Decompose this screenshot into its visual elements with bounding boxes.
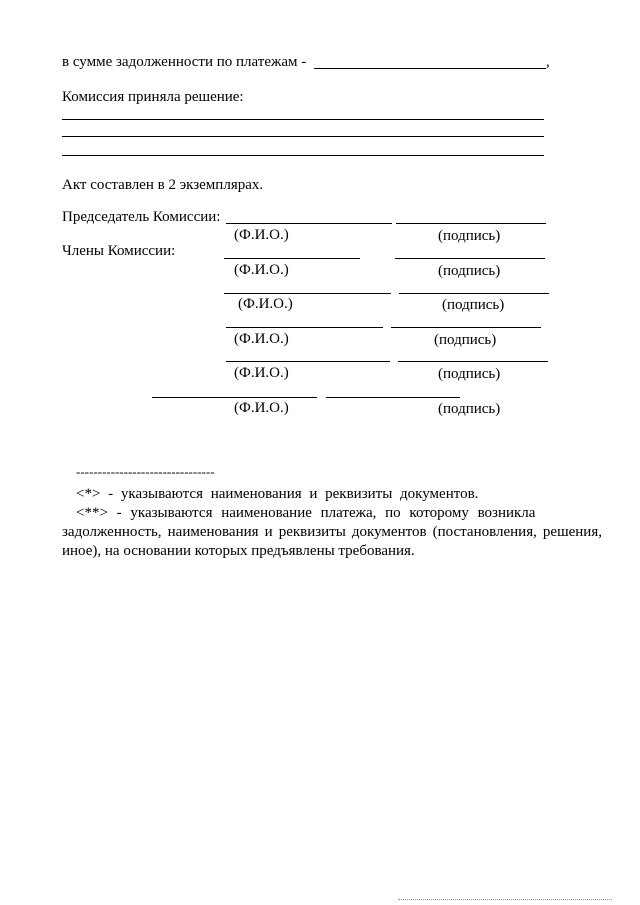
chairman-name-caption: (Ф.И.О.) — [234, 227, 289, 243]
member-5-name-line — [152, 397, 317, 398]
debt-label: в сумме задолженности по платежам - — [62, 54, 307, 70]
member-4-signature-caption: (подпись) — [438, 366, 501, 382]
footnote-separator: -------------------------------- — [76, 464, 215, 479]
member-4-name-line — [226, 361, 390, 362]
footnote-2-continuation: задолженность, наименования и реквизиты документов (постановления, решения, иное), на основании которых предъявлены требования. — [62, 524, 602, 559]
member-1-signature-line — [395, 258, 545, 259]
act-copies-text: Акт составлен в 2 экземплярах. — [62, 177, 264, 193]
member-2-signature-caption: (подпись) — [442, 297, 505, 313]
members-label: Члены Комиссии: — [62, 243, 176, 259]
decision-line-2 — [62, 136, 544, 137]
member-3-name-line — [226, 327, 383, 328]
debt-amount-field-line — [314, 68, 546, 69]
chairman-label: Председатель Комиссии: — [62, 209, 221, 225]
chairman-signature-line — [396, 223, 546, 224]
decision-line-3 — [62, 155, 544, 156]
debt-trailing-comma: , — [546, 54, 550, 70]
member-4-signature-line — [398, 361, 548, 362]
decision-line-1 — [62, 119, 544, 120]
member-5-signature-line — [326, 397, 460, 398]
chairman-signature-caption: (подпись) — [438, 228, 501, 244]
footnote-2-first-line: <**> - указываются наименование платежа, по которому возникла — [76, 505, 536, 521]
member-2-name-caption: (Ф.И.О.) — [238, 296, 293, 312]
member-1-name-caption: (Ф.И.О.) — [234, 262, 289, 278]
member-1-signature-caption: (подпись) — [438, 263, 501, 279]
bottom-faint-line — [398, 899, 612, 900]
member-2-name-line — [224, 293, 391, 294]
member-5-signature-caption: (подпись) — [438, 401, 501, 417]
member-2-signature-line — [399, 293, 549, 294]
member-4-name-caption: (Ф.И.О.) — [234, 365, 289, 381]
decision-heading: Комиссия приняла решение: — [62, 89, 244, 105]
member-1-name-line — [224, 258, 360, 259]
member-3-signature-caption: (подпись) — [434, 332, 497, 348]
chairman-name-line — [226, 223, 392, 224]
member-3-name-caption: (Ф.И.О.) — [234, 331, 289, 347]
footnote-1: <*> - указываются наименования и реквизиты документов. — [76, 486, 479, 502]
member-3-signature-line — [391, 327, 541, 328]
member-5-name-caption: (Ф.И.О.) — [234, 400, 289, 416]
